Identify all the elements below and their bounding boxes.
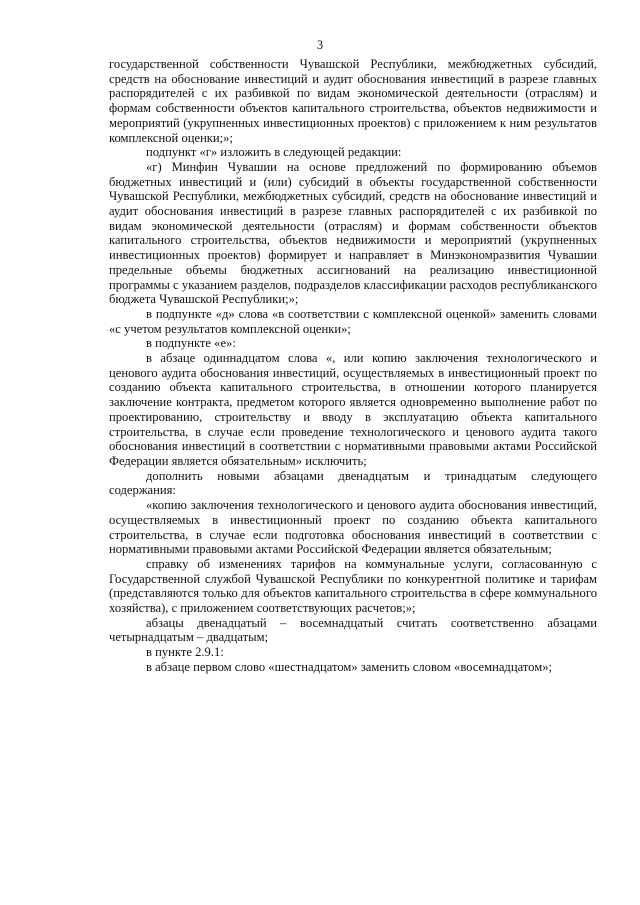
paragraph: в абзаце одиннадцатом слова «, или копию заключения технологического и ценового аудита обоснования инвестиций, осуществляемых в инвестиционный проект по созданию объекта капитального строительства, в отношении которого планируется заключение контракта, предметом которого является одновременно выполнение работ по проектированию, строительству и вводу в эксплуатацию объекта капитального строительства, в случае если проведение технологического и ценового аудита такого обоснования инвестиций в соответствии с нормативными правовыми актами Российской Федерации является обязательным» исключить; (109, 351, 597, 468)
document-body (109, 57, 597, 675)
paragraph: справку об изменениях тарифов на коммунальные услуги, согласованную с Государственной службой Чувашской Республики по конкурентной политике и тарифам (представляются только для объектов капитального строительства в сфере коммунального хозяйства), с приложением соответствующих расчетов;»; (109, 556, 597, 616)
paragraph: в абзаце первом слово «шестнадцатом» заменить словом «восемнадцатом»; (146, 659, 552, 674)
paragraph: дополнить новыми абзацами двенадцатым и тринадцатым следующего содержания: (109, 468, 597, 498)
paragraph-continuation: государственной собственности Чувашской Республики, межбюджетных субсидий, средств на обоснование инвестиций и аудит обоснования инвестиций в разрезе главных распорядителей с их разбивкой по видам экономической деятельности (отраслям) и формам собственности объектов капитального строительства, объектов недвижимости и мероприятий (укрупненных инвестиционных проектов) с приложением к ним результатов комплексной оценки;»; (109, 57, 597, 145)
paragraph: в пункте 2.9.1: (146, 645, 224, 660)
page-number: 3 (316, 38, 324, 52)
paragraph: абзацы двенадцатый – восемнадцатый считать соответственно абзацами четырнадцатым – двадцатым; (109, 615, 597, 645)
paragraph: в подпункте «д» слова «в соответствии с комплексной оценкой» заменить словами «с учетом результатов комплексной оценки»; (109, 306, 597, 336)
paragraph: подпункт «г» изложить в следующей редакции: (146, 145, 402, 160)
paragraph: в подпункте «е»: (146, 336, 236, 351)
paragraph: «копию заключения технологического и ценового аудита обоснования инвестиций, осуществляемых в инвестиционный проект по созданию объекта капитального строительства, в случае если подготовка обоснования инвестиций в соответствии с нормативными правовыми актами Российской Федерации является обязательным; (109, 498, 597, 557)
paragraph: «г) Минфин Чувашии на основе предложений по формированию объемов бюджетных инвестиций и (или) субсидий в объекты государственной собственности Чувашской Республики, межбюджетных субсидий, средств на обоснование инвестиций и аудит обоснования инвестиций в разрезе главных распорядителей с их разбивкой по видам экономической деятельности (отраслям) и формам собственности объектов капитального строительства, объектов недвижимости и мероприятий (укрупненных инвестиционных проектов) формирует и направляет в Минэкономразвития Чувашии предельные объемы бюджетных ассигнований на реализацию инвестиционной программы с указанием разделов, подразделов классификации расходов республиканского бюджета Чувашской Республики;»; (109, 159, 597, 307)
